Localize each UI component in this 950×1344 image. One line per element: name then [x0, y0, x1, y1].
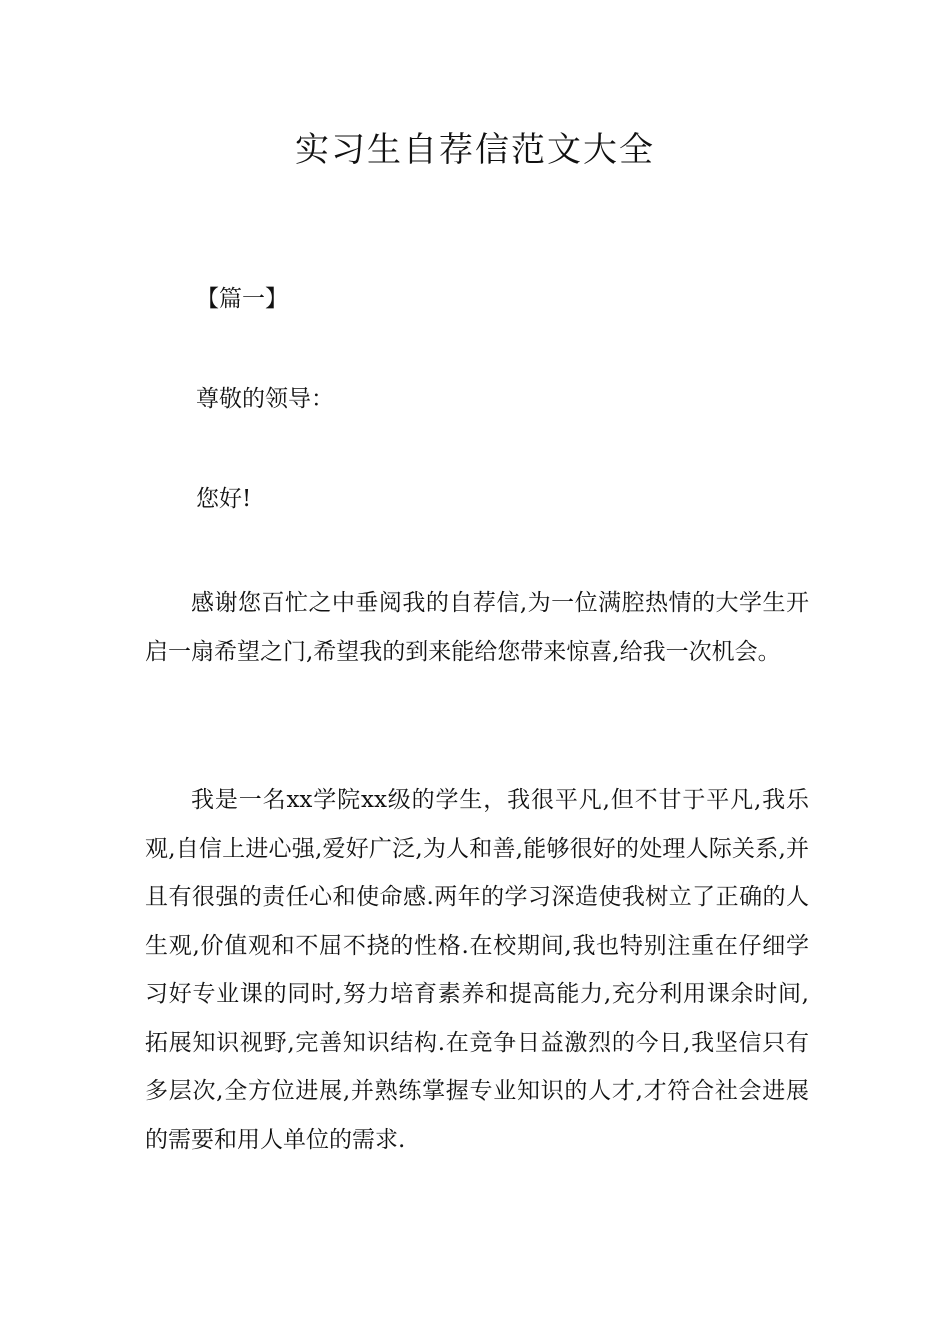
body-paragraph: 我是一名xx学院xx级的学生，我很平凡,但不甘于平凡,我乐观,自信上进心强,爱好广泛,为人和善,能够很好的处理人际关系,并且有很强的责任心和使命感.两年的学习深造使我树立了正确的人生观,价值观和不屈不挠的性格.在校期间,我也特别注重在仔细学习好专业课的同时,努力培育素养和提高能力,充分利用课余时间,拓展知识视野,完善知识结构.在竞争日益激烈的今日,我坚信只有多层次,全方位进展,并熟练掌握专业知识的人才,才符合社会进展的需要和用人单位的需求.	[145, 787, 809, 1153]
salutation: 尊敬的领导：	[196, 386, 334, 412]
greeting: 您好!	[196, 486, 252, 512]
page-title: 实习生自荐信范文大全	[295, 130, 655, 170]
section-label: 【篇一】	[196, 286, 288, 312]
body-paragraph: 感谢您百忙之中垂阅我的自荐信,为一位满腔热情的大学生开启一扇希望之门,希望我的到来能给您带来惊喜,给我一次机会。	[145, 590, 809, 665]
